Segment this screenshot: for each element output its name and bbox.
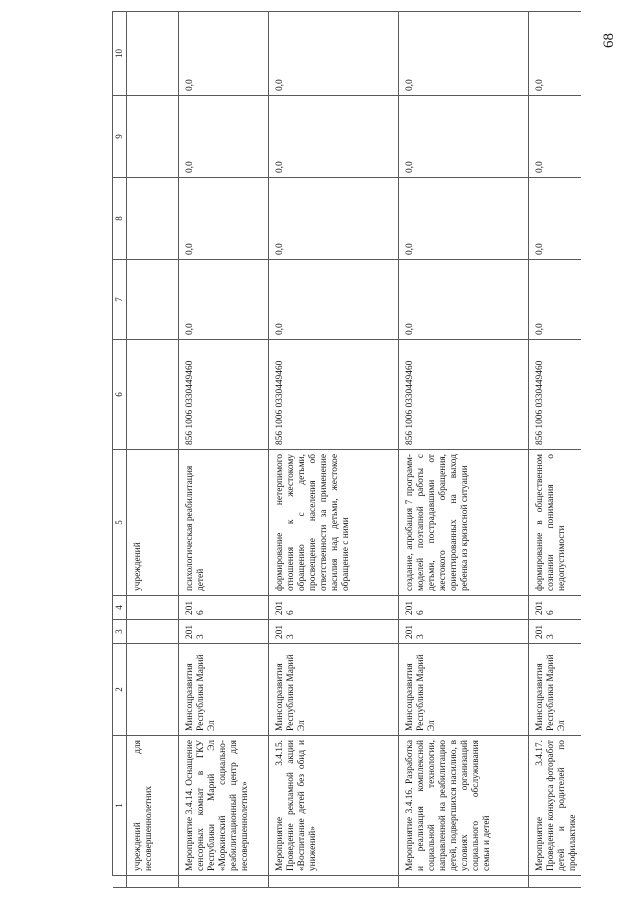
amount-col10: 0,0 [269,12,399,96]
row-spacer [179,876,269,888]
table-row [399,12,529,888]
expected-result: формирование нетерпимого отношения к жестокому обращению с детьми, просвещение населения об ответственности за применение насилия над детьми, жестокое обращение с ними [269,450,399,596]
amount-col9 [127,96,179,178]
expected-result: создание, апробация 7 программ-моделей поэтапной работы с детьми, пострадавшими от жестокого обращения, ориентированных на выход ребенка из кризисной ситуации [399,450,529,596]
page-number: 68 [601,33,617,48]
end-year: 2016 [269,596,399,620]
amount-col10: 0,0 [179,12,269,96]
amount-col8: 0,0 [399,178,529,260]
start-year: 2013 [179,620,269,644]
row-spacer [399,876,529,888]
start-year [127,620,179,644]
amount-col10: 0,0 [529,12,582,96]
row-spacer [127,876,179,888]
responsible-executor: Минсоцразвития Республики Марий Эл [399,644,529,736]
amount-col9: 0,0 [269,96,399,178]
measure-name: учреждений для несовершеннолетних [127,736,179,876]
end-year [127,596,179,620]
amount-col7: 0,0 [179,260,269,340]
amount-col9: 0,0 [399,96,529,178]
budget-code [127,340,179,450]
column-number-2: 2 [113,644,127,736]
measure-name: Мероприятие 3.4.15. Проведение рекламной акции «Воспитание детей без обид и унижений» [269,736,399,876]
amount-col7: 0,0 [269,260,399,340]
column-number-7: 7 [113,260,127,340]
header-spacer [113,876,127,888]
end-year: 2016 [529,596,582,620]
amount-col7: 0,0 [399,260,529,340]
amount-col9: 0,0 [179,96,269,178]
budget-code: 856 1006 0330449460 [269,340,399,450]
column-number-10: 10 [113,12,127,96]
measure-name: Мероприятие 3.4.16. Разработка и реализация комплексной социальной технологии, направленной на реабилитацию детей, подвергшихся насилию, в условиях организаций социального обслуживания семьи и детей [399,736,529,876]
column-number-4: 4 [113,596,127,620]
responsible-executor [127,644,179,736]
amount-col7 [127,260,179,340]
amount-col8 [127,178,179,260]
expected-result: учреждений [127,450,179,596]
column-number-8: 8 [113,178,127,260]
start-year: 2013 [399,620,529,644]
responsible-executor: Минсоцразвития Республики Марий Эл [529,644,582,736]
column-number-3: 3 [113,620,127,644]
table-row [529,12,582,888]
column-number-row [113,12,127,888]
responsible-executor: Минсоцразвития Республики Марий Эл [269,644,399,736]
measure-name: Мероприятие 3.4.17. Проведение конкурса фоторабот детей и родителей по профилактике [529,736,582,876]
expected-result: психологическая реабилитация детей [179,450,269,596]
budget-code: 856 1006 0330449460 [179,340,269,450]
column-number-6: 6 [113,340,127,450]
budget-code: 856 1006 0330449460 [399,340,529,450]
column-number-5: 5 [113,450,127,596]
amount-col8: 0,0 [179,178,269,260]
rotated-table-sheet [112,12,578,888]
start-year: 2013 [529,620,582,644]
table-row [179,12,269,888]
amount-col10: 0,0 [399,12,529,96]
responsible-executor: Минсоцразвития Республики Марий Эл [179,644,269,736]
amount-col10 [127,12,179,96]
measure-name: Мероприятие 3.4.14. Оснащение сенсорных комнат в ГКУ Республики Марий Эл «Моркинский социально-реабилитационный центр для несовершеннолетних» [179,736,269,876]
amount-col7: 0,0 [529,260,582,340]
table-row [269,12,399,888]
program-measures-table [112,11,581,888]
start-year: 2013 [269,620,399,644]
amount-col8: 0,0 [529,178,582,260]
column-number-1: 1 [113,736,127,876]
amount-col9: 0,0 [529,96,582,178]
table-row [127,12,179,888]
column-number-9: 9 [113,96,127,178]
amount-col8: 0,0 [269,178,399,260]
budget-code: 856 1006 0330449460 [529,340,582,450]
expected-result: формирование в общественном сознании понимания о недопустимости [529,450,582,596]
end-year: 2016 [399,596,529,620]
row-spacer [529,876,582,888]
row-spacer [269,876,399,888]
end-year: 2016 [179,596,269,620]
